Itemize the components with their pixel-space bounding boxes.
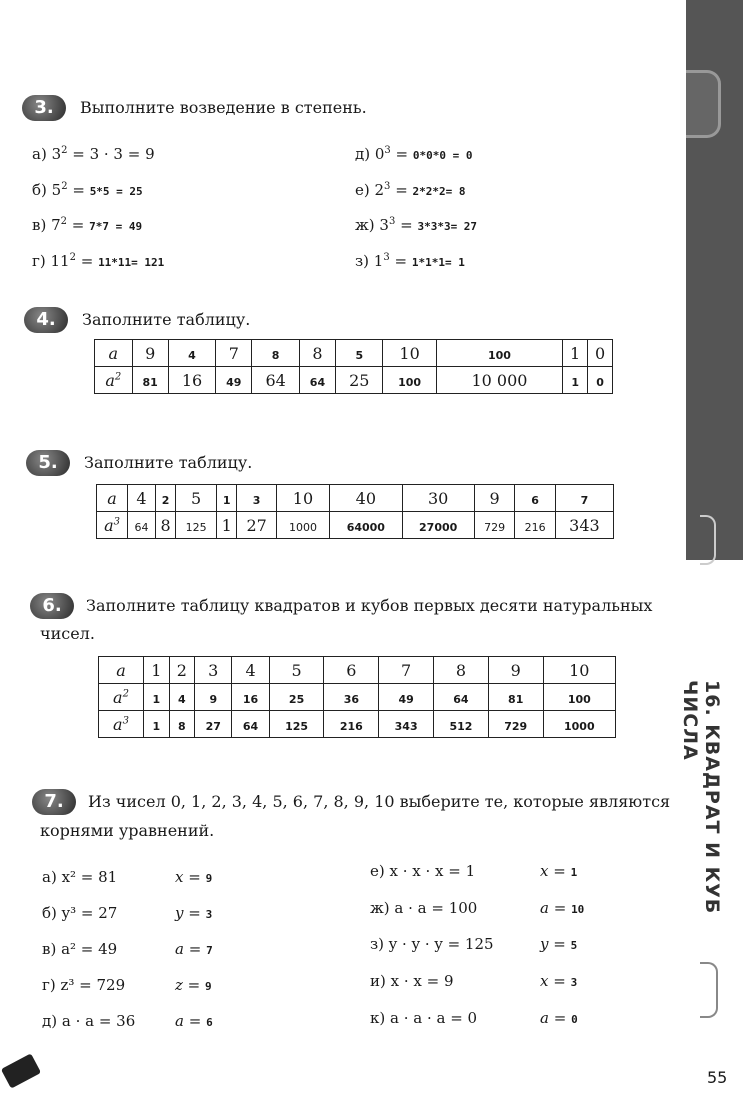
task5-a-7: 40 [330, 485, 402, 512]
task5-a3-2: 8 [155, 512, 176, 539]
task4-a2-7: 100 [398, 375, 422, 389]
task6-a2-1: 1 [152, 692, 161, 706]
task4-a2-4: 64 [252, 367, 299, 394]
task5-a-3: 5 [176, 485, 217, 512]
task6-a-6: 6 [324, 657, 379, 684]
task7-ans-d: a = 6 [175, 1012, 213, 1030]
task4-a2-8: 10 000 [436, 367, 563, 394]
task7-title-line1: Из чисел 0, 1, 2, 3, 4, 5, 6, 7, 8, 9, 10 выберите те, которые являются [88, 792, 671, 811]
side-tab [686, 70, 721, 138]
task3-item-b: б) $5^2 = 5*5 = 25$ [32, 181, 143, 199]
side-tab-lower [700, 515, 716, 565]
task4-a2-1: 81 [142, 375, 158, 389]
task3-item-d: д) $0^3 = 0*0*0 = 0$ [355, 145, 473, 163]
task6-a3-10: 1000 [563, 719, 595, 733]
task6-a3-8: 512 [449, 719, 473, 733]
task5-a3-5: 27 [237, 512, 276, 539]
task5-a3-11: 343 [555, 512, 613, 539]
task4-a2-5: 64 [309, 375, 326, 389]
task7-ans-g: z = 9 [175, 976, 212, 994]
task6-row-a2-label: $a^2$ [99, 684, 144, 711]
task4-a-6: 5 [355, 348, 364, 362]
task6-a2-4: 16 [242, 692, 259, 706]
task7-ans-b: y = 3 [175, 904, 213, 922]
task4-a-10: 0 [588, 340, 613, 367]
task6-a-2: 2 [169, 657, 195, 684]
task5-a-6: 10 [276, 485, 329, 512]
task6-a2-5: 25 [288, 692, 305, 706]
task5-a-8: 30 [402, 485, 474, 512]
task4-title: Заполните таблицу. [82, 310, 251, 329]
task5-a3-4: 1 [216, 512, 237, 539]
task3-item-z: з) $1^3 = 1*1*1= 1$ [355, 252, 465, 270]
task6-row-a3-label: $a^3$ [99, 711, 144, 738]
task4-a-4: 8 [271, 348, 280, 362]
task4-a-7: 10 [383, 340, 436, 367]
task6-a3-5: 125 [285, 719, 309, 733]
task5-a3-8: 27000 [419, 520, 458, 534]
task6-a2-6: 36 [343, 692, 360, 706]
task5-a-9: 9 [474, 485, 515, 512]
task5-row-a3-label: $a^3$ [97, 512, 128, 539]
task6-a2-2: 4 [178, 692, 186, 706]
task4-a-2: 4 [188, 348, 196, 362]
task5-a-4: 1 [222, 493, 231, 507]
task6-a-4: 4 [232, 657, 269, 684]
task6-a-3: 3 [195, 657, 232, 684]
task5-a-10: 6 [531, 493, 539, 507]
task3-item-v: в) $7^2 = 7*7 = 49$ [32, 216, 143, 234]
task5-a3-3: 125 [185, 520, 207, 534]
task6-a3-7: 343 [394, 719, 418, 733]
task7-eq-d: д) a · a = 36 [42, 1012, 136, 1030]
task5-a3-1: 64 [134, 520, 149, 534]
task6-a3-6: 216 [339, 719, 363, 733]
task7-eq-b: б) y³ = 27 [42, 904, 118, 922]
task6-a2-7: 49 [398, 692, 414, 706]
publisher-logo [1, 1053, 41, 1088]
task5-a-1: 4 [128, 485, 156, 512]
task6-title-line1: Заполните таблицу квадратов и кубов первых десяти натуральных [86, 596, 653, 615]
task6-a2-9: 81 [508, 692, 524, 706]
task6-title-line2: чисел. [40, 624, 95, 643]
task5-table [96, 484, 614, 539]
task4-a-9: 1 [563, 340, 588, 367]
side-bracket [700, 962, 718, 1018]
task6-a2-8: 64 [453, 692, 469, 706]
task3-number: 3. [22, 95, 66, 121]
task5-a3-9: 729 [484, 520, 506, 534]
task4-a2-10: 0 [596, 375, 604, 389]
task5-a3-6: 1000 [288, 520, 317, 534]
task3-item-e: е) $2^3 = 2*2*2= 8$ [355, 181, 466, 199]
task7-eq-g: г) z³ = 729 [42, 976, 126, 994]
task5-row-a3 [97, 512, 614, 539]
task6-a3-1: 1 [152, 719, 161, 733]
task4-row-a2-label: $a^2$ [95, 367, 133, 394]
task6-a2-10: 100 [567, 692, 591, 706]
task6-a2-3: 9 [209, 692, 218, 706]
task6-a3-3: 27 [205, 719, 221, 733]
task5-row-a-label: a [97, 485, 128, 512]
task4-a-8: 100 [487, 348, 511, 362]
task7-number: 7. [32, 789, 76, 815]
task4-table [94, 339, 613, 394]
task7-ans-z: y = 5 [540, 935, 578, 953]
task4-row-a2 [95, 367, 613, 394]
task4-a-5: 8 [299, 340, 335, 367]
task5-a-11: 7 [580, 493, 589, 507]
task4-a2-2: 16 [168, 367, 215, 394]
task6-a-1: 1 [144, 657, 170, 684]
task5-a-2: 2 [161, 493, 170, 507]
task4-a-1: 9 [132, 340, 168, 367]
task3-item-g: г) $11^2 = 11*11= 121$ [32, 252, 165, 270]
task4-row-a-label: a [95, 340, 133, 367]
task4-a-3: 7 [216, 340, 252, 367]
task6-table [98, 656, 616, 738]
task3-item-a: а) $3^2 = 3 \cdot 3 = 9$ [32, 145, 155, 163]
task7-eq-a: а) x² = 81 [42, 868, 118, 886]
task6-row-a3 [99, 711, 616, 738]
task7-eq-e: е) x · x · x = 1 [370, 862, 476, 880]
task5-a-5: 3 [252, 493, 261, 507]
task6-a-5: 5 [269, 657, 324, 684]
task6-row-a-label: a [99, 657, 144, 684]
task5-a3-7: 64000 [346, 520, 385, 534]
page-number: 55 [707, 1068, 728, 1087]
task5-row-a [97, 485, 614, 512]
task5-title: Заполните таблицу. [84, 453, 253, 472]
task7-ans-v: a = 7 [175, 940, 213, 958]
task5-number: 5. [26, 450, 70, 476]
task4-row-a [95, 340, 613, 367]
task6-a-7: 7 [379, 657, 434, 684]
task7-ans-i: x = 3 [540, 972, 578, 990]
task3-item-zh: ж) $3^3 = 3*3*3= 27$ [355, 216, 478, 234]
task7-eq-z: з) y · y · y = 125 [370, 935, 494, 953]
chapter-title: 16. КВАДРАТ И КУБ ЧИСЛА [679, 680, 723, 915]
task4-number: 4. [24, 307, 68, 333]
task6-row-a [99, 657, 616, 684]
task5-a3-10: 216 [524, 520, 546, 534]
task7-ans-a: x = 9 [175, 868, 213, 886]
task6-a-10: 10 [543, 657, 615, 684]
task4-a2-3: 49 [226, 375, 242, 389]
task3-title: Выполните возведение в степень. [80, 98, 367, 117]
task6-row-a2 [99, 684, 616, 711]
task7-eq-zh: ж) a · a = 100 [370, 899, 478, 917]
task6-a3-4: 64 [242, 719, 259, 733]
task6-a-9: 9 [488, 657, 543, 684]
task7-ans-zh: a = 10 [540, 899, 585, 917]
task6-a-8: 8 [434, 657, 489, 684]
task6-number: 6. [30, 593, 74, 619]
task4-a2-6: 25 [336, 367, 383, 394]
task7-eq-k: к) a · a · a = 0 [370, 1009, 478, 1027]
task6-a3-2: 8 [178, 719, 186, 733]
task7-eq-v: в) a² = 49 [42, 940, 118, 958]
task4-a2-9: 1 [571, 375, 579, 389]
task7-eq-i: и) x · x = 9 [370, 972, 454, 990]
task6-a3-9: 729 [504, 719, 528, 733]
task7-ans-k: a = 0 [540, 1009, 578, 1027]
task7-ans-e: x = 1 [540, 862, 578, 880]
task7-title-line2: корнями уравнений. [40, 821, 215, 840]
